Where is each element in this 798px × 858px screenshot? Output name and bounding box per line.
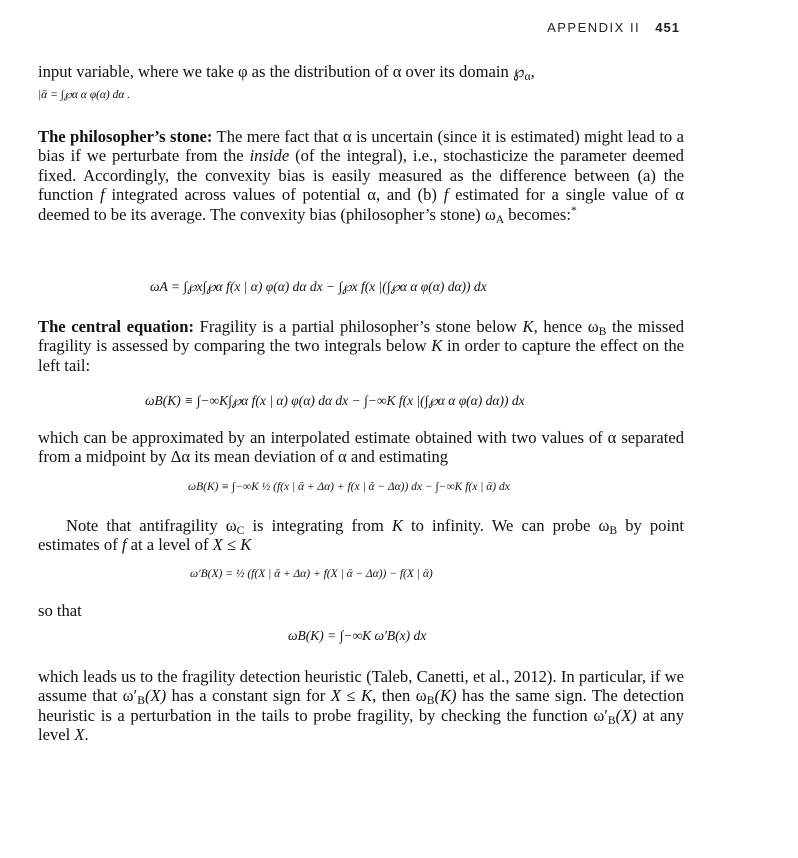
footnote-marker: * — [570, 203, 577, 217]
central-text-2: , hence ω — [533, 317, 599, 336]
intro-text: input variable, where we take φ as the distribution of α over its domain ℘ — [38, 62, 525, 81]
stone-f-2: f — [443, 185, 449, 205]
central-k-1: K — [522, 317, 534, 336]
note-text-6: ≤ — [222, 535, 241, 555]
heuristic-text-3: ≤ — [340, 686, 362, 706]
note-x: X — [212, 535, 223, 555]
heuristic-k-1: K — [361, 686, 373, 706]
equation-philosophers-stone: ωA = ∫℘x∫℘α f(x | α) φ(α) dα dx − ∫℘x f(x |(∫℘α α φ(α) dα)) dx — [150, 279, 487, 294]
stone-subscript-a: A — [495, 212, 505, 226]
stone-text-1: The mere fact that α is uncertain (since it is estimated) might lead to a bias if we perturbate from the — [38, 127, 684, 166]
equation-final: ωB(K) = ∫−∞K ω′B(x) dx — [288, 628, 427, 643]
domain-subscript: α — [524, 69, 531, 83]
paragraph-heuristic — [38, 667, 684, 745]
note-text-4: by point estimates of — [38, 516, 684, 555]
equation-approximation: ωB(K) ≡ ∫−∞K ½ (f(x | ᾱ + Δα) + f(x | ᾱ − Δα)) dx − ∫−∞K f(x | ᾱ) dx — [188, 481, 510, 493]
note-k: K — [391, 516, 403, 535]
heuristic-x-4: X — [74, 725, 85, 745]
paragraph-note — [38, 516, 684, 555]
section-title: APPENDIX II — [547, 20, 641, 35]
note-f: f — [121, 535, 127, 555]
heuristic-x-1: (X) — [144, 686, 167, 706]
note-text-2: is integrating from — [244, 516, 392, 535]
stone-text-2: (of the integral), i.e., stochasticize the parameter deemed fixed. Accordingly, the convexity bias is easily measured as the difference between (a) the function — [38, 146, 684, 205]
heuristic-x-2: X — [330, 686, 341, 706]
stone-f-1: f — [100, 185, 105, 205]
paragraph-approximation — [38, 428, 684, 467]
central-text-1: Fragility is a partial philosopher’s stone below — [193, 317, 523, 336]
heuristic-subscript-b-2: B — [426, 694, 435, 708]
stone-text-4: estimated for a single value of α deemed to be its average. The convexity bias (philosopher’s stone) ω — [38, 185, 685, 224]
note-text-3: to infinity. We can probe ω — [402, 516, 610, 535]
so-that-text: so that — [38, 601, 82, 620]
paragraph-philosophers-stone — [38, 127, 684, 224]
note-k-2: K — [240, 535, 252, 555]
central-text-3: the missed fragility is assessed by comparing the two integrals below — [38, 317, 684, 356]
philosophers-stone-heading: The philosopher’s stone: — [38, 127, 213, 146]
paragraph-central-equation — [38, 317, 684, 375]
heuristic-text-6: at any level — [38, 705, 685, 745]
approximation-text: which can be approximated by an interpolated estimate obtained with two values of α separated from a midpoint by Δα its mean deviation of α and estimating — [38, 428, 684, 467]
page-number: 451 — [655, 20, 680, 35]
stone-text-5: becomes: — [504, 204, 571, 224]
heuristic-text-2: has a constant sign for — [166, 686, 331, 706]
central-k-2: K — [431, 336, 443, 356]
heuristic-text-1: which leads us to the fragility detection heuristic (Taleb, Canetti, et al., 2012). In particular, if we assume that ω′ — [38, 667, 684, 706]
equation-central: ωB(K) ≡ ∫−∞K∫℘α f(x | α) φ(α) dα dx − ∫−∞K f(x |(∫℘α α φ(α) dα)) dx — [145, 393, 525, 408]
note-text-5: at a level of — [126, 535, 213, 555]
heuristic-text-5: has the same sign. The detection heuristic is a perturbation in the tails to probe fragility, by checking the function ω′ — [38, 686, 685, 725]
heuristic-text-4: , then ω — [372, 686, 427, 706]
heuristic-k-2: (K) — [434, 686, 457, 706]
stone-inside-italic: inside — [249, 146, 290, 166]
intro-comma: , — [530, 62, 535, 81]
heuristic-text-7: . — [84, 725, 89, 745]
central-text-4: in order to capture the effect on the left tail: — [38, 336, 684, 375]
note-subscript-b: B — [609, 523, 618, 537]
heuristic-subscript-b-3: B — [607, 713, 616, 727]
note-text-1: Note that antifragility ω — [66, 516, 237, 535]
note-subscript-c: C — [236, 523, 245, 537]
central-subscript-b: B — [598, 324, 607, 338]
paragraph-so-that — [38, 601, 684, 620]
heuristic-subscript-b-1: B — [137, 694, 145, 708]
central-equation-heading: The central equation: — [38, 317, 194, 336]
stone-text-3: integrated across values of potential α, and (b) — [104, 185, 444, 205]
paragraph-intro — [38, 62, 684, 81]
equation-mean-alpha: |ᾱ = ∫℘α α φ(α) dα . — [38, 89, 131, 101]
heuristic-x-3: (X) — [615, 705, 637, 725]
equation-point-estimate: ω′B(X) = ½ (f(X | ᾱ + Δα) + f(X | ᾱ − Δα)) − f(X | ᾱ) — [190, 568, 433, 580]
running-header — [547, 20, 680, 35]
